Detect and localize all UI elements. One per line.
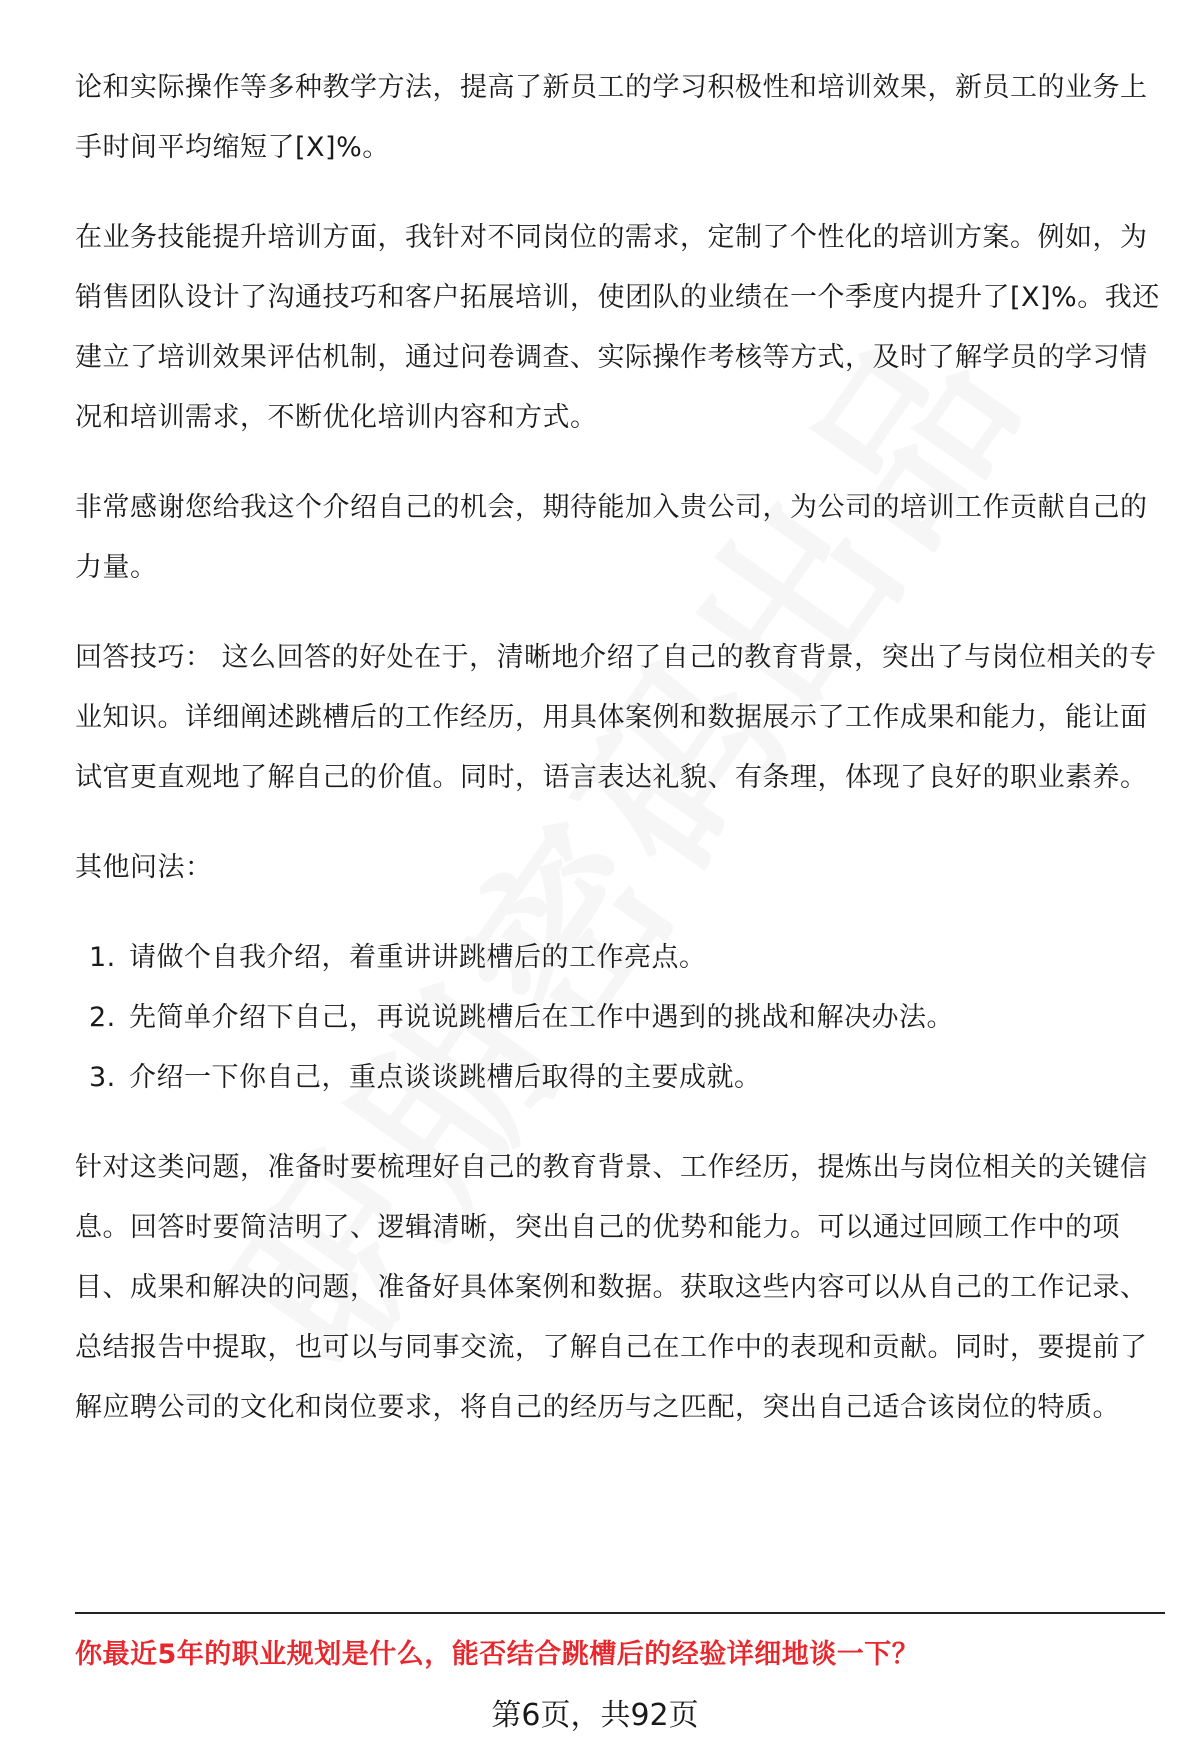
- paragraph-training-methods: 论和实际操作等多种教学方法，提高了新员工的学习积极性和培训效果，新员工的业务上手时间平均缩短了[X]%。: [75, 72, 1148, 163]
- paragraph-other-questions-heading: 其他问法：: [75, 852, 213, 883]
- paragraph-answer-tips: 回答技巧： 这么回答的好处在于，清晰地介绍了自己的教育背景，突出了与岗位相关的专业知识。详细阐述跳槽后的工作经历，用具体案例和数据展示了工作成果和能力，能让面试官更直观地了解自己的价值。同时，语言表达礼貌、有条理，体现了良好的职业素养。: [75, 642, 1157, 793]
- list-item-number: 2.: [89, 1002, 116, 1033]
- paragraph-skill-training: 在业务技能提升培训方面，我针对不同岗位的需求，定制了个性化的培训方案。例如，为销售团队设计了沟通技巧和客户拓展培训，使团队的业绩在一个季度内提升了[X]%。我还建立了培训效果评估机制，通过问卷调查、实际操作考核等方式，及时了解学员的学习情况和培训需求，不断优化培训内容和方式。: [75, 222, 1160, 433]
- section-divider: [75, 1612, 1165, 1614]
- list-item: [75, 988, 1165, 1048]
- list-item-text: 介绍一下你自己，重点谈谈跳槽后取得的主要成就。: [129, 1062, 762, 1093]
- list-item: [75, 1048, 1165, 1108]
- page-number-footer: 第6页，共92页: [491, 1698, 699, 1733]
- list-item-text: 请做个自我介绍，着重讲讲跳槽后的工作亮点。: [129, 942, 707, 973]
- paragraph-thanks: 非常感谢您给我这个介绍自己的机会，期待能加入贵公司，为公司的培训工作贡献自己的力量。: [75, 492, 1148, 583]
- paragraph-preparation-advice: 针对这类问题，准备时要梳理好自己的教育背景、工作经历，提炼出与岗位相关的关键信息。回答时要简洁明了、逻辑清晰，突出自己的优势和能力。可以通过回顾工作中的项目、成果和解决的问题，准备好具体案例和数据。获取这些内容可以从自己的工作记录、总结报告中提取，也可以与同事交流，了解自己在工作中的表现和贡献。同时，要提前了解应聘公司的文化和岗位要求，将自己的经历与之匹配，突出自己适合该岗位的特质。: [75, 1152, 1148, 1423]
- next-question-heading: 你最近5年的职业规划是什么，能否结合跳槽后的经验详细地谈一下？: [75, 1639, 920, 1670]
- document-body: [75, 58, 1165, 1468]
- list-item: [75, 928, 1165, 988]
- list-item-number: 1.: [89, 942, 116, 973]
- list-item-text: 先简单介绍下自己，再说说跳槽后在工作中遇到的挑战和解决办法。: [129, 1002, 954, 1033]
- other-questions-list: [75, 928, 1165, 1108]
- list-item-number: 3.: [89, 1062, 116, 1093]
